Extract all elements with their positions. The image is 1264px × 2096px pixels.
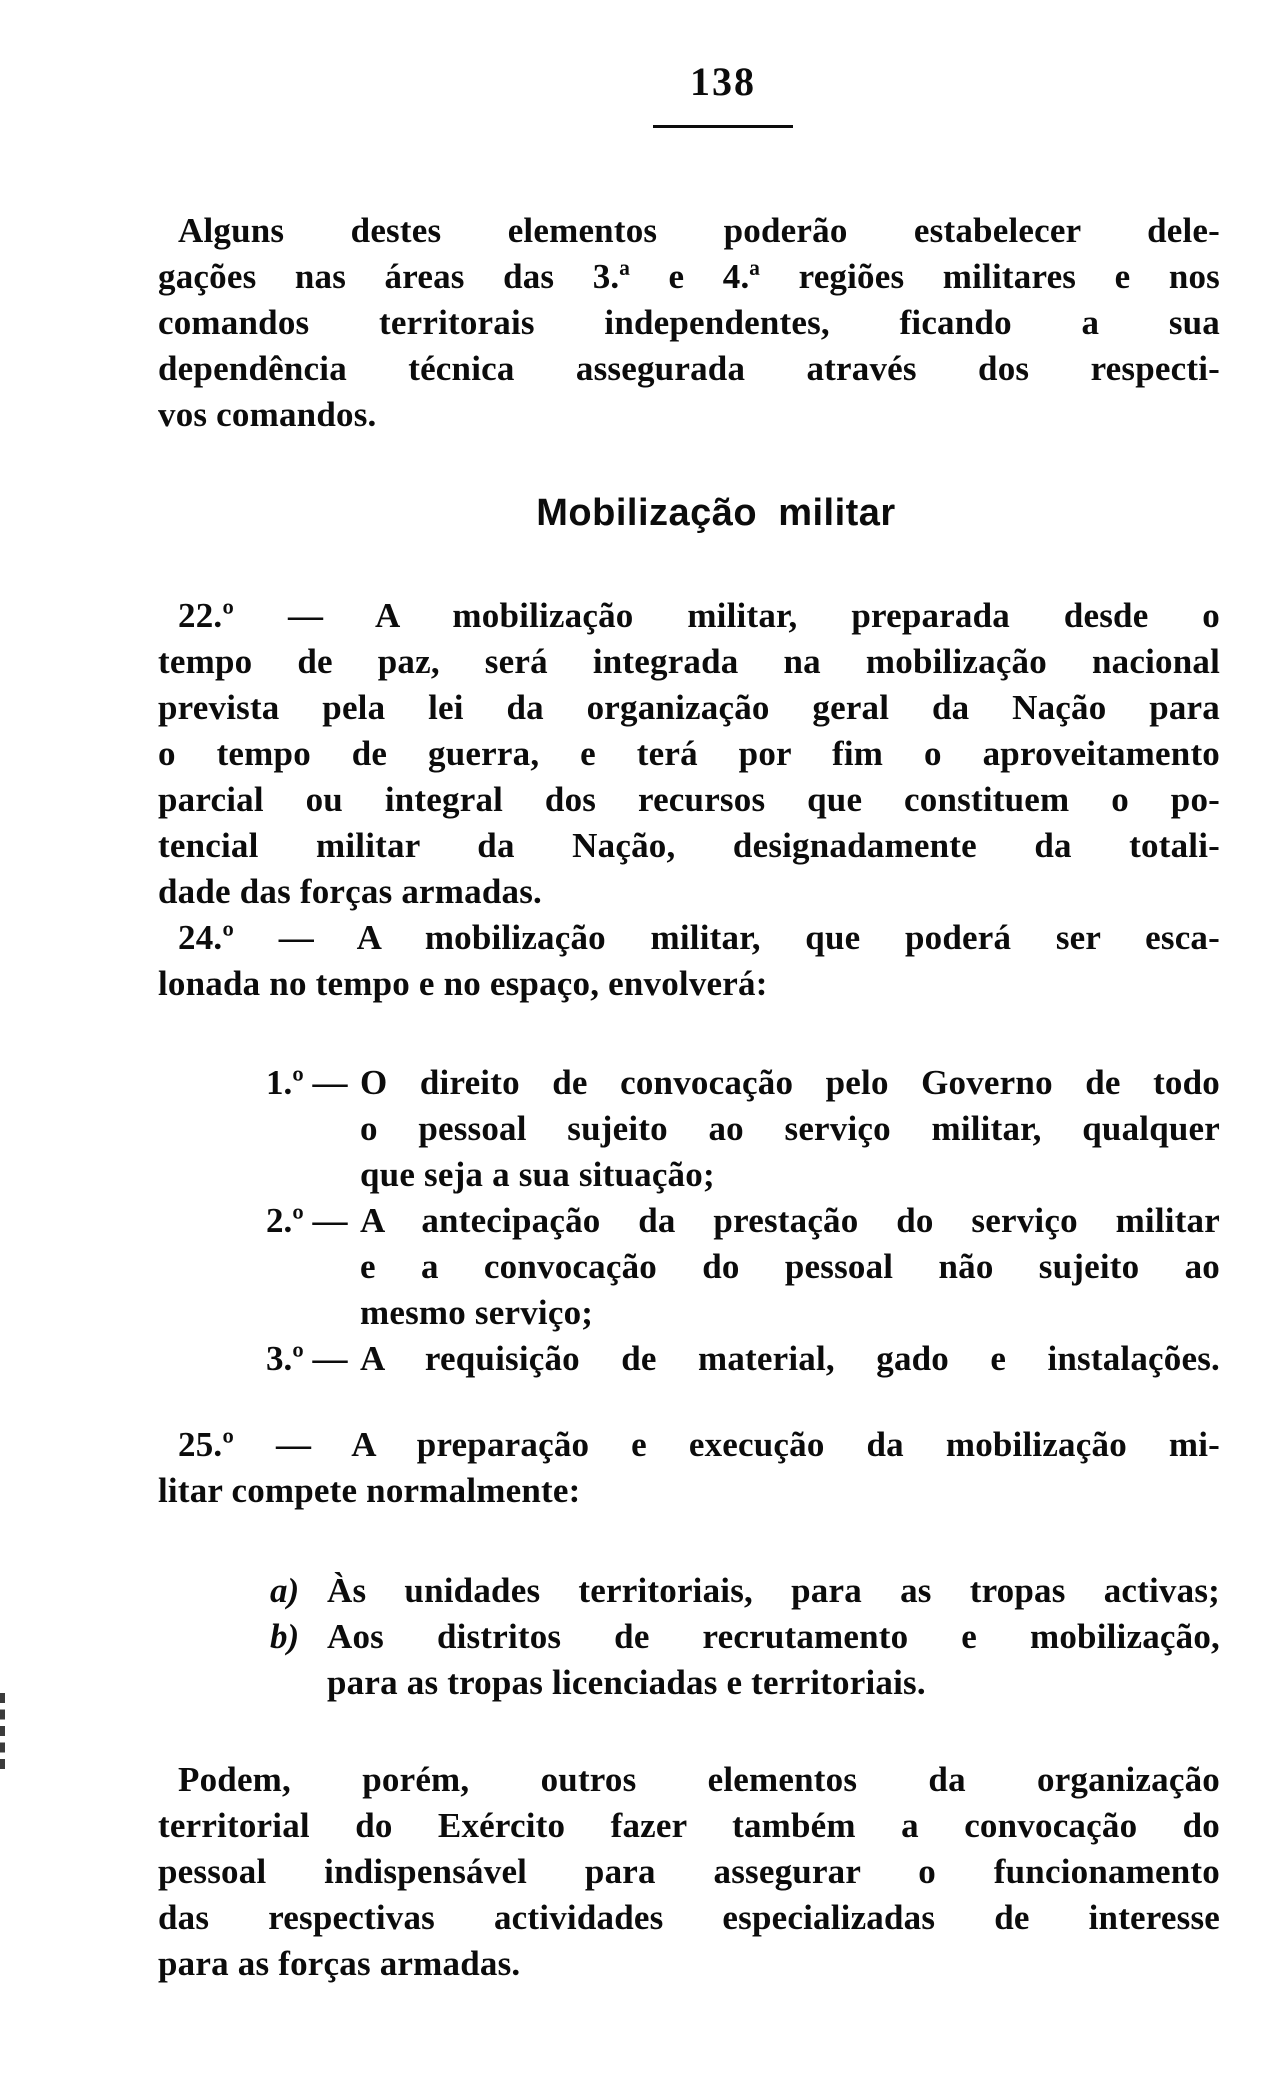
text-line: lonada no tempo e no espaço, envolverá:: [158, 964, 768, 1003]
list-item: [158, 1336, 1220, 1382]
scan-artifact-line: [0, 1693, 5, 1769]
text-line: Às unidades territoriais, para as tropas activas;: [327, 1571, 1220, 1610]
text-line: A requisição de material, gado e instalações.: [360, 1339, 1220, 1378]
paragraph-article-25: [158, 1422, 1220, 1514]
text-line: e a convocação do pessoal não sujeito ao: [360, 1247, 1220, 1286]
letter-list: [158, 1568, 1220, 1706]
paragraph-intro: [158, 208, 1220, 438]
text-line: o pessoal sujeito ao serviço militar, qualquer: [360, 1109, 1220, 1148]
text-line: gações nas áreas das 3.ª e 4.ª regiões militares e nos: [158, 257, 1220, 296]
text-line: 22.º — A mobilização militar, preparada desde o: [178, 596, 1220, 635]
paragraph-article-24: [158, 915, 1220, 1007]
paragraph-article-22: [158, 593, 1220, 915]
text-line: A antecipação da prestação do serviço militar: [360, 1201, 1220, 1240]
page-number: 138: [690, 59, 756, 104]
list-item: [158, 1614, 1220, 1706]
text-line: O direito de convocação pelo Governo de todo: [360, 1063, 1220, 1102]
text-line: para as tropas licenciadas e territoriais.: [327, 1663, 926, 1702]
list-item: [158, 1060, 1220, 1198]
text-line: vos comandos.: [158, 395, 377, 434]
text-line: comandos territorais independentes, ficando a sua: [158, 303, 1220, 342]
text-line: Aos distritos de recrutamento e mobilização,: [327, 1617, 1220, 1656]
text-line: Alguns destes elementos poderão estabelecer dele-: [178, 211, 1220, 250]
text-line: mesmo serviço;: [360, 1293, 594, 1332]
text-line: das respectivas actividades especializadas de interesse: [158, 1898, 1220, 1937]
text-line: tempo de paz, será integrada na mobilização nacional: [158, 642, 1220, 681]
list-item-marker: a): [270, 1571, 300, 1610]
section-heading: Mobilização militar: [536, 492, 896, 534]
text-line: 25.º — A preparação e execução da mobilização mi-: [178, 1425, 1220, 1464]
text-line: Podem, porém, outros elementos da organização: [178, 1760, 1220, 1799]
list-item: [158, 1568, 1220, 1614]
text-line: 24.º — A mobilização militar, que poderá ser esca-: [178, 918, 1220, 957]
list-item-marker: 1.º —: [266, 1063, 348, 1102]
list-item-marker: 2.º —: [266, 1201, 348, 1240]
text-line: dependência técnica assegurada através dos respecti-: [158, 349, 1220, 388]
text-line: tencial militar da Nação, designadamente da totali-: [158, 826, 1220, 865]
text-line: territorial do Exército fazer também a convocação do: [158, 1806, 1220, 1845]
text-line: o tempo de guerra, e terá por fim o aproveitamento: [158, 734, 1220, 773]
text-line: para as forças armadas.: [158, 1944, 521, 1983]
text-line: prevista pela lei da organização geral da Nação para: [158, 688, 1220, 727]
text-line: pessoal indispensável para assegurar o funcionamento: [158, 1852, 1220, 1891]
text-line: que seja a sua situação;: [360, 1155, 715, 1194]
text-column: [158, 0, 1220, 2096]
list-item-marker: 3.º —: [266, 1339, 348, 1378]
text-line: dade das forças armadas.: [158, 872, 542, 911]
list-item-marker: b): [270, 1617, 300, 1656]
ordinal-list: [158, 1060, 1220, 1382]
text-line: parcial ou integral dos recursos que constituem o po-: [158, 780, 1220, 819]
list-item: [158, 1198, 1220, 1336]
text-line: litar compete normalmente:: [158, 1471, 581, 1510]
paragraph-closing: [158, 1757, 1220, 1987]
